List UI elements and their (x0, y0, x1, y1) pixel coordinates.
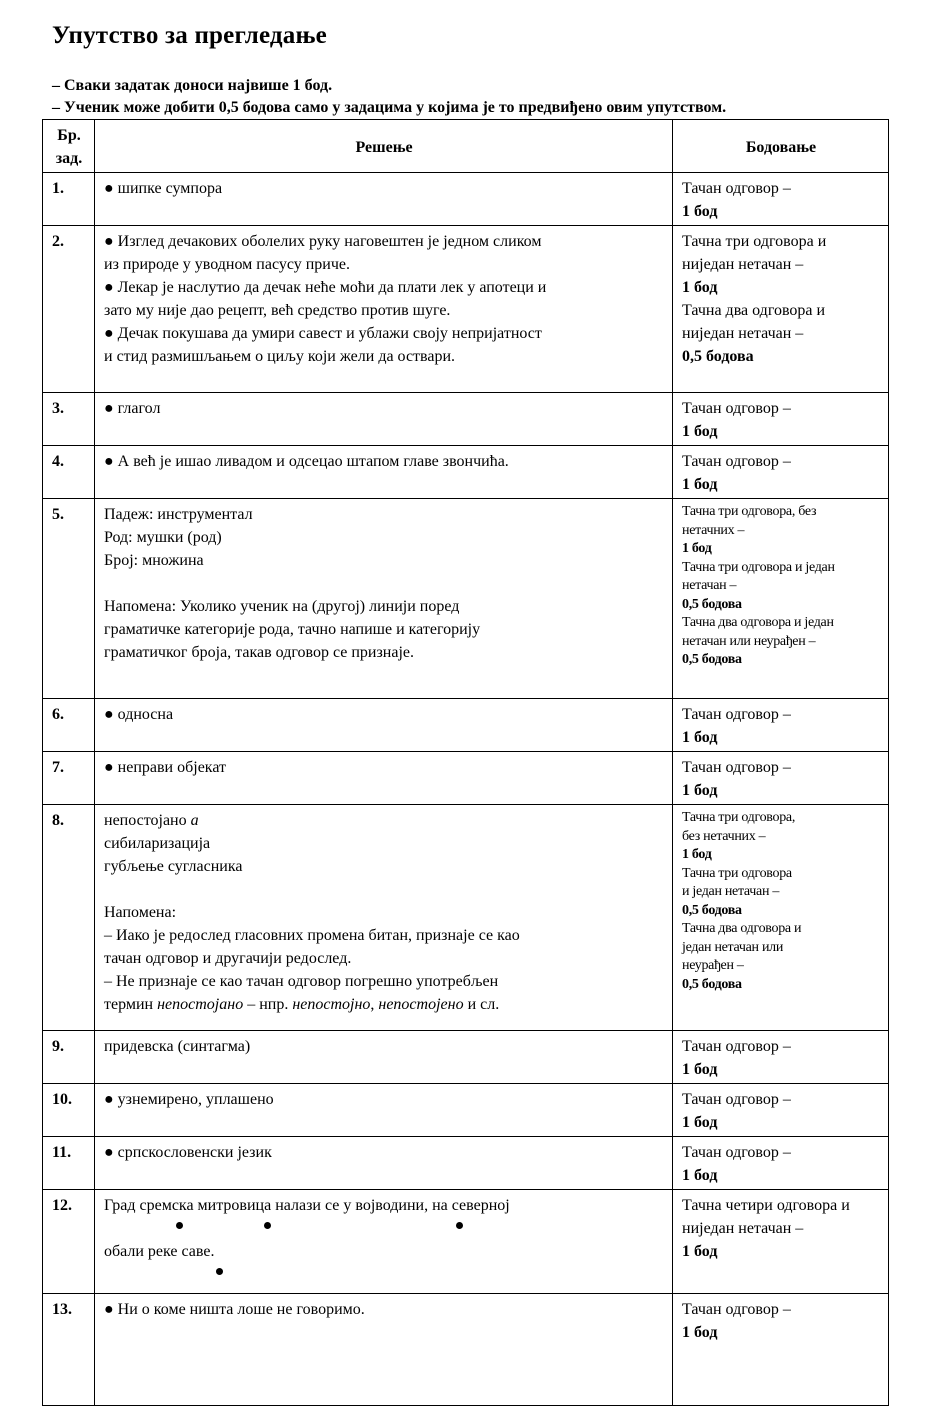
scoring-cell (673, 1031, 889, 1084)
scoring-cell (673, 805, 889, 1031)
points-value: 0,5 бодова (682, 902, 742, 918)
scoring-cell (673, 173, 889, 226)
scoring-condition: нетачан или неурађен – (682, 633, 816, 649)
points-value: 0,5 бодова (682, 348, 754, 365)
scoring-condition: ниједан нетачан – (682, 256, 804, 273)
solution-line: и стид размишљањем о циљу који жели да оствари. (104, 348, 456, 365)
solution-cell (95, 173, 673, 226)
points-value: 1 бод (682, 1114, 718, 1131)
scoring-cell (673, 393, 889, 446)
task-number: 12. (43, 1190, 95, 1294)
scoring-condition: Тачна три одговора, (682, 810, 796, 825)
table-row (43, 1294, 889, 1406)
scoring-condition: Тачна два одговора и (682, 302, 826, 319)
table-header-row (43, 120, 889, 173)
table-row (43, 446, 889, 499)
task-number: 9. (43, 1031, 95, 1084)
solution-line: ● Дечак покушава да умири савест и ублажи своју непријатност (104, 325, 542, 342)
solution-line (104, 572, 664, 595)
bullet-icon (216, 1268, 223, 1275)
points-value: 1 бод (682, 541, 712, 556)
scoring-cell (673, 1084, 889, 1137)
scoring-condition: Тачан одговор – (682, 1091, 791, 1108)
table-row (43, 393, 889, 446)
scoring-condition: без нетачних – (682, 828, 766, 844)
scoring-condition: Тачан одговор – (682, 1038, 791, 1055)
solution-line: ● А већ је ишао ливадом и одсецао штапом главе звончића. (104, 453, 509, 470)
solution-line: ● Изглед дечакових оболелих руку наговештен је једном сликом (104, 233, 542, 250)
task-number: 10. (43, 1084, 95, 1137)
scoring-condition: Тачна три одговора и један (682, 559, 835, 575)
scoring-condition: неурађен – (682, 958, 744, 973)
points-value: 1 бод (682, 476, 718, 493)
solution-cell (95, 446, 673, 499)
solution-line: Број: множина (104, 552, 204, 569)
points-value: 1 бод (682, 279, 718, 296)
solution-line: зато му није дао рецепт, већ средство против шуге. (104, 302, 451, 319)
scoring-condition: Тачан одговор – (682, 400, 791, 417)
points-value: 1 бод (682, 847, 712, 862)
solution-line: граматичког броја, такав одговор се признаје. (104, 644, 414, 661)
task-number: 3. (43, 393, 95, 446)
scoring-cell (673, 1294, 889, 1406)
solution-cell (95, 1294, 673, 1406)
solution-line: ● глагол (104, 400, 161, 417)
solution-line: Град сремска митровица налази се у војводини, на северној (104, 1197, 510, 1214)
scoring-condition: Тачан одговор – (682, 1144, 791, 1161)
scoring-condition: Тачна три одговора, без (682, 504, 817, 519)
scoring-cell (673, 1190, 889, 1294)
solution-line: ● Лекар је наслутио да дечак неће моћи да плати лек у апотеци и (104, 279, 547, 296)
task-number: 4. (43, 446, 95, 499)
table-row (43, 752, 889, 805)
table-row (43, 805, 889, 1031)
header-num-line: Бр. (57, 127, 81, 144)
scoring-condition: нетачних – (682, 522, 745, 538)
solution-line: придевска (синтагма) (104, 1038, 251, 1055)
points-value: 1 бод (682, 1243, 718, 1260)
scoring-cell (673, 752, 889, 805)
scoring-cell (673, 226, 889, 393)
table-row (43, 1084, 889, 1137)
table-row (43, 226, 889, 393)
solution-cell (95, 699, 673, 752)
scoring-condition: Тачан одговор – (682, 180, 791, 197)
scoring-cell (673, 446, 889, 499)
solution-cell (95, 1031, 673, 1084)
solution-line: сибиларизација (104, 835, 211, 852)
solution-line: Падеж: инструментал (104, 506, 253, 523)
bullet-icon (264, 1222, 271, 1229)
solution-line: тачан одговор и другачији редослед. (104, 950, 352, 967)
points-value: 1 бод (682, 203, 718, 220)
solution-cell (95, 226, 673, 393)
solution-cell (95, 1084, 673, 1137)
intro-line: – Ученик може добити 0,5 бодова само у задацима у којима је то предвиђено овим упутством. (52, 99, 727, 116)
table-row (43, 173, 889, 226)
capitalization-markers (104, 1217, 664, 1240)
points-value: 1 бод (682, 423, 718, 440)
header-num-line: зад. (55, 150, 83, 167)
capitalization-markers (104, 1263, 664, 1286)
scoring-condition: Тачна два одговора и (682, 921, 802, 936)
scoring-condition: Тачна четири одговора и (682, 1197, 850, 1214)
points-value: 1 бод (682, 1061, 718, 1078)
solution-line: – Не признаје се као тачан одговор погрешно употребљен (104, 973, 499, 990)
solution-line: губљење сугласника (104, 858, 243, 875)
solution-line: ● узнемирено, уплашено (104, 1091, 274, 1108)
task-number: 7. (43, 752, 95, 805)
scoring-condition: Тачна три одговора и (682, 233, 827, 250)
task-number: 5. (43, 499, 95, 699)
scoring-condition: и један нетачан – (682, 884, 780, 899)
column-header-scoring: Бодовање (673, 120, 889, 173)
points-value: 1 бод (682, 729, 718, 746)
points-value: 1 бод (682, 782, 718, 799)
solution-line: термин непостојано – нпр. непостојно, непостојено и сл. (104, 996, 500, 1013)
task-number: 1. (43, 173, 95, 226)
scoring-condition: ниједан нетачан – (682, 1220, 804, 1237)
scoring-table (42, 119, 889, 1406)
solution-line: непостојано а (104, 812, 199, 829)
points-value: 0,5 бодова (682, 596, 742, 612)
column-header-solution: Решење (95, 120, 673, 173)
solution-cell (95, 393, 673, 446)
column-header-number (43, 120, 95, 173)
table-row (43, 699, 889, 752)
scoring-cell (673, 699, 889, 752)
note-label: Напомена: (104, 904, 177, 921)
task-number: 6. (43, 699, 95, 752)
solution-line: ● односна (104, 706, 174, 723)
table-row (43, 1190, 889, 1294)
scoring-condition: Тачан одговор – (682, 759, 791, 776)
solution-line: Род: мушки (род) (104, 529, 222, 546)
table-row (43, 499, 889, 699)
scoring-cell (673, 499, 889, 699)
scoring-condition: Тачна два одговора и један (682, 615, 834, 630)
scoring-cell (673, 1137, 889, 1190)
points-value: 0,5 бодова (682, 976, 742, 992)
table-row (43, 1137, 889, 1190)
points-value: 0,5 бодова (682, 652, 742, 667)
table-row (43, 1031, 889, 1084)
scoring-condition: Тачан одговор – (682, 453, 791, 470)
solution-line: ● српскословенски језик (104, 1144, 272, 1161)
points-value: 1 бод (682, 1324, 718, 1341)
scoring-condition: Тачан одговор – (682, 1301, 791, 1318)
scoring-condition: Тачна три одговора (682, 865, 792, 881)
bullet-icon (456, 1222, 463, 1229)
page-title: Упутство за прегледање (52, 22, 327, 49)
task-number: 11. (43, 1137, 95, 1190)
solution-line: – Иако је редослед гласовних промена битан, признаје се као (104, 927, 520, 944)
solution-cell (95, 1190, 673, 1294)
task-number: 8. (43, 805, 95, 1031)
task-number: 2. (43, 226, 95, 393)
solution-line: Напомена: Уколико ученик на (другој) линији поред (104, 598, 460, 615)
solution-cell (95, 752, 673, 805)
scoring-condition: Тачан одговор – (682, 706, 791, 723)
solution-line: ● шипке сумпора (104, 180, 223, 197)
solution-line (104, 878, 664, 901)
intro-line: – Сваки задатак доноси највише 1 бод. (52, 77, 333, 94)
solution-line: обали реке саве. (104, 1243, 215, 1260)
solution-line: ● неправи објекат (104, 759, 227, 776)
scoring-condition: један нетачан или (682, 939, 784, 955)
task-number: 13. (43, 1294, 95, 1406)
points-value: 1 бод (682, 1167, 718, 1184)
scoring-condition: нетачан – (682, 578, 737, 593)
bullet-icon (176, 1222, 183, 1229)
solution-cell (95, 805, 673, 1031)
solution-cell (95, 1137, 673, 1190)
solution-line: из природе у уводном пасусу приче. (104, 256, 351, 273)
solution-line: граматичке категорије рода, тачно напише и категорију (104, 621, 481, 638)
scoring-condition: ниједан нетачан – (682, 325, 804, 342)
solution-cell (95, 499, 673, 699)
solution-line: ● Ни о коме ништа лоше не говоримо. (104, 1301, 365, 1318)
